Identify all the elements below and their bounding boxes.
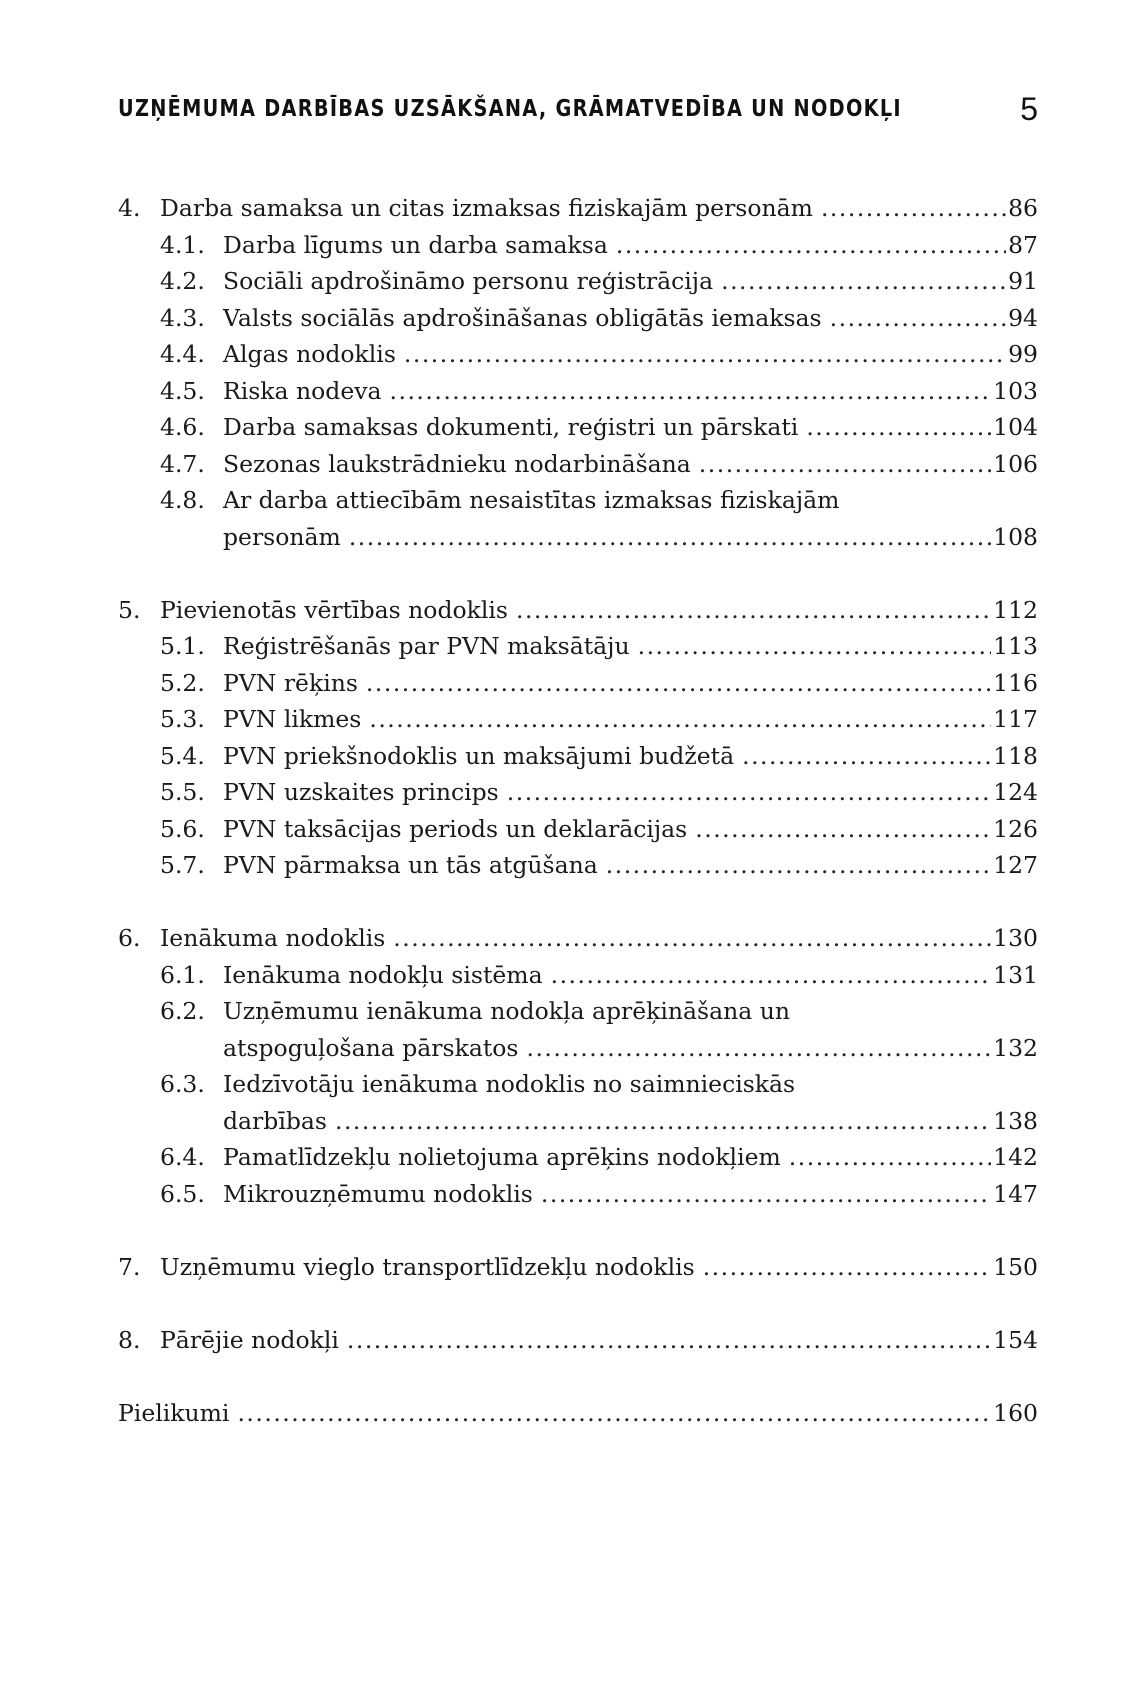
toc-page: 130: [993, 924, 1038, 952]
toc-page: 127: [993, 851, 1038, 879]
toc-page: 91: [1008, 267, 1038, 295]
toc-title: Algas nodoklis: [223, 340, 396, 368]
toc-title: Sezonas laukstrādnieku nodarbināšana: [223, 449, 691, 478]
toc-appendix[interactable]: [118, 1395, 1038, 1432]
toc-number: 5.5.: [160, 778, 205, 806]
toc-page: 108: [993, 522, 1038, 551]
toc-chapter-7[interactable]: [118, 1249, 1038, 1286]
toc-title: Sociāli apdrošināmo personu reģistrācija: [223, 267, 714, 295]
toc-page: 106: [993, 449, 1038, 478]
toc-page: 103: [993, 376, 1038, 405]
leader-dots: [699, 446, 991, 483]
toc-title: PVN uzskaites princips: [223, 778, 499, 806]
toc-title: PVN pārmaksa un tās atgūšana: [223, 851, 598, 879]
toc-item-5-2[interactable]: [118, 665, 1038, 702]
toc-title-continued: atspoguļošana pārskatos: [223, 1033, 519, 1062]
toc-page: 116: [993, 668, 1038, 697]
toc-page: 160: [993, 1398, 1038, 1427]
toc-title: PVN taksācijas periods un deklarācijas: [223, 814, 688, 843]
toc-chapter-6[interactable]: [118, 920, 1038, 957]
toc-item-5-6[interactable]: [118, 811, 1038, 848]
toc-title: Pamatlīdzekļu nolietojuma aprēķins nodokļiem: [223, 1143, 781, 1171]
toc-chapter-5[interactable]: [118, 592, 1038, 629]
toc-item-6-3[interactable]: [118, 1066, 1038, 1103]
toc-page: 87: [1008, 230, 1038, 259]
toc-page: 104: [993, 413, 1038, 441]
leader-dots: [638, 628, 992, 665]
toc-page: 131: [993, 960, 1038, 989]
leader-dots: [695, 811, 991, 848]
toc-item-4-2[interactable]: [118, 263, 1038, 300]
toc-page: 99: [1008, 340, 1038, 368]
toc-item-4-4[interactable]: [118, 336, 1038, 373]
toc-item-5-5[interactable]: [118, 774, 1038, 811]
leader-dots: [369, 701, 991, 738]
toc-page: 113: [993, 632, 1038, 660]
page-number: 5: [1020, 91, 1038, 127]
leader-dots: [806, 409, 991, 446]
toc-item-4-8-continued[interactable]: [118, 519, 1038, 556]
toc-title: Ienākuma nodokļu sistēma: [223, 960, 543, 989]
toc-page: 117: [993, 705, 1038, 733]
toc-number: 6.3.: [160, 1070, 205, 1098]
toc-item-4-1[interactable]: [118, 227, 1038, 264]
leader-dots: [830, 300, 1006, 337]
toc-title: Pārējie nodokļi: [160, 1325, 339, 1354]
toc-title: Pievienotās vērtības nodoklis: [160, 595, 508, 624]
leader-dots: [349, 519, 991, 556]
toc-item-4-3[interactable]: [118, 300, 1038, 337]
toc-page: 138: [993, 1106, 1038, 1135]
toc-title: Valsts sociālās apdrošināšanas obligātās iemaksas: [223, 303, 822, 332]
toc-page: 124: [993, 778, 1038, 806]
toc-number: 6.4.: [160, 1143, 205, 1171]
leader-dots: [507, 774, 991, 811]
toc-item-6-2-continued[interactable]: [118, 1030, 1038, 1067]
leader-dots: [703, 1249, 991, 1286]
toc-item-6-5[interactable]: [118, 1176, 1038, 1213]
toc-number: 4.1.: [160, 230, 205, 259]
toc-number: 5.3.: [160, 705, 205, 733]
leader-dots: [404, 336, 1006, 373]
toc-page: 147: [993, 1179, 1038, 1208]
toc-title: PVN priekšnodoklis un maksājumi budžetā: [223, 741, 735, 770]
toc-page: 142: [993, 1143, 1038, 1171]
toc-number: 4.7.: [160, 449, 205, 478]
toc-number: 5.6.: [160, 814, 205, 843]
toc-item-5-3[interactable]: [118, 701, 1038, 738]
toc-number: 4.4.: [160, 340, 205, 368]
table-of-contents: [118, 190, 1038, 1431]
toc-item-4-7[interactable]: [118, 446, 1038, 483]
leader-dots: [541, 1176, 991, 1213]
toc-page: 150: [993, 1252, 1038, 1281]
toc-title: PVN likmes: [223, 705, 362, 733]
leader-dots: [742, 738, 991, 775]
toc-page: 118: [993, 741, 1038, 770]
leader-dots: [366, 665, 991, 702]
toc-title: Pielikumi: [118, 1398, 230, 1427]
toc-number: 4.5.: [160, 376, 205, 405]
leader-dots: [347, 1322, 991, 1359]
toc-number: 6.1.: [160, 960, 205, 989]
toc-item-6-3-continued[interactable]: [118, 1103, 1038, 1140]
toc-item-4-8[interactable]: [118, 482, 1038, 519]
toc-number: 4.6.: [160, 413, 205, 441]
leader-dots: [821, 190, 1006, 227]
toc-title: Ienākuma nodoklis: [160, 924, 386, 952]
toc-title: PVN rēķins: [223, 668, 358, 697]
toc-chapter-4[interactable]: [118, 190, 1038, 227]
toc-page: 126: [993, 814, 1038, 843]
toc-item-6-2[interactable]: [118, 993, 1038, 1030]
toc-title: Uzņēmumu vieglo transportlīdzekļu nodoklis: [160, 1252, 695, 1281]
toc-number: 4.2.: [160, 267, 205, 295]
toc-number: 5.4.: [160, 741, 205, 770]
toc-page: 112: [993, 595, 1038, 624]
toc-item-4-5[interactable]: [118, 373, 1038, 410]
running-header: [118, 88, 1038, 138]
toc-number: 5.1.: [160, 632, 205, 660]
toc-item-6-4[interactable]: [118, 1139, 1038, 1176]
toc-item-4-6[interactable]: [118, 409, 1038, 446]
toc-number: 8.: [118, 1325, 141, 1354]
toc-title: Ar darba attiecībām nesaistītas izmaksas fiziskajām: [223, 486, 840, 514]
toc-number: 6.: [118, 924, 141, 952]
toc-title-continued: darbības: [223, 1106, 327, 1135]
leader-dots: [237, 1395, 991, 1432]
toc-item-5-4[interactable]: [118, 738, 1038, 775]
toc-title-continued: personām: [223, 522, 341, 551]
toc-title: Darba samaksas dokumenti, reģistri un pārskati: [223, 413, 799, 441]
toc-title: Iedzīvotāju ienākuma nodoklis no saimnieciskās: [223, 1070, 796, 1098]
leader-dots: [516, 592, 991, 629]
leader-dots: [789, 1139, 991, 1176]
leader-dots: [526, 1030, 991, 1067]
toc-page: 132: [993, 1033, 1038, 1062]
leader-dots: [551, 957, 992, 994]
toc-number: 5.7.: [160, 851, 205, 879]
toc-number: 7.: [118, 1252, 141, 1281]
toc-number: 4.8.: [160, 486, 205, 514]
header-title: UZŅĒMUMA DARBĪBAS UZSĀKŠANA, GRĀMATVEDĪBA UN NODOKĻI: [118, 96, 902, 122]
toc-title: Riska nodeva: [223, 376, 382, 405]
toc-title: Darba samaksa un citas izmaksas fiziskajām personām: [160, 194, 813, 222]
toc-number: 4.3.: [160, 303, 205, 332]
toc-chapter-8[interactable]: [118, 1322, 1038, 1359]
leader-dots: [721, 263, 1006, 300]
toc-number: 5.2.: [160, 668, 205, 697]
toc-number: 4.: [118, 194, 141, 222]
toc-item-5-7[interactable]: [118, 847, 1038, 884]
toc-page: 94: [1008, 303, 1038, 332]
toc-page: 86: [1008, 194, 1038, 222]
leader-dots: [616, 227, 1006, 264]
toc-page: 154: [993, 1325, 1038, 1354]
toc-title: Mikrouzņēmumu nodoklis: [223, 1179, 533, 1208]
toc-item-6-1[interactable]: [118, 957, 1038, 994]
toc-number: 5.: [118, 595, 141, 624]
toc-number: 6.5.: [160, 1179, 205, 1208]
toc-title: Reģistrēšanās par PVN maksātāju: [223, 632, 630, 660]
leader-dots: [390, 373, 992, 410]
leader-dots: [606, 847, 991, 884]
toc-item-5-1[interactable]: [118, 628, 1038, 665]
toc-title: Uzņēmumu ienākuma nodokļa aprēķināšana un: [223, 997, 791, 1025]
leader-dots: [335, 1103, 991, 1140]
leader-dots: [393, 920, 991, 957]
toc-number: 6.2.: [160, 997, 205, 1025]
toc-title: Darba līgums un darba samaksa: [223, 230, 608, 259]
